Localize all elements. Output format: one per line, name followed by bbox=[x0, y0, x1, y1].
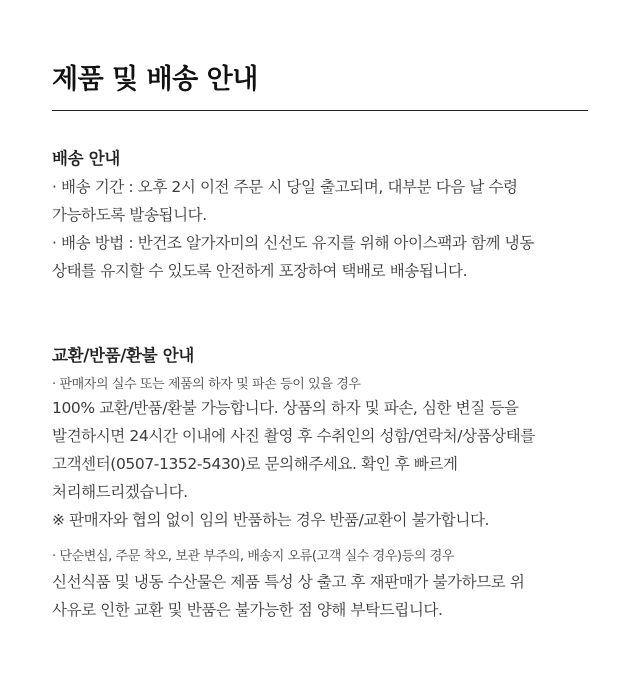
shipping-heading: 배송 안내 bbox=[52, 149, 121, 168]
shipping-line: 가능하도록 발송됩니다. bbox=[52, 206, 207, 224]
title-divider bbox=[52, 110, 588, 111]
page-title: 제품 및 배송 안내 bbox=[52, 64, 258, 95]
returns-line: 100% 교환/반품/환불 가능합니다. 상품의 하자 및 파손, 심한 변질 등을 bbox=[52, 399, 519, 417]
returns-line: 사유로 인한 교환 및 반품은 불가능한 점 양해 부탁드립니다. bbox=[52, 601, 443, 619]
returns-line: 발견하시면 24시간 이내에 사진 촬영 후 수취인의 성함/연락처/상품상태를 bbox=[52, 427, 535, 445]
returns-subnote: · 판매자의 실수 또는 제품의 하자 및 파손 등이 있을 경우 bbox=[52, 377, 361, 392]
returns-subnote: · 단순변심, 주문 착오, 보관 부주의, 배송지 오류(고객 실수 경우)등의 경우 bbox=[52, 549, 455, 564]
shipping-line: · 배송 방법 : 반건조 알가자미의 신선도 유지를 위해 아이스팩과 함께 냉동 bbox=[52, 234, 534, 252]
shipping-line: · 배송 기간 : 오후 2시 이전 주문 시 당일 출고되며, 대부분 다음 날 수령 bbox=[52, 178, 518, 196]
shipping-line: 상태를 유지할 수 있도록 안전하게 포장하여 택배로 배송됩니다. bbox=[52, 262, 468, 280]
returns-heading: 교환/반품/환불 안내 bbox=[52, 346, 195, 365]
returns-line: 고객센터(0507-1352-5430)로 문의해주세요. 확인 후 빠르게 bbox=[52, 455, 458, 473]
returns-warning: ※ 판매자와 협의 없이 임의 반품하는 경우 반품/교환이 불가합니다. bbox=[52, 511, 490, 529]
returns-line: 처리해드리겠습니다. bbox=[52, 483, 188, 501]
returns-line: 신선식품 및 냉동 수산물은 제품 특성 상 출고 후 재판매가 불가하므로 위 bbox=[52, 573, 525, 591]
